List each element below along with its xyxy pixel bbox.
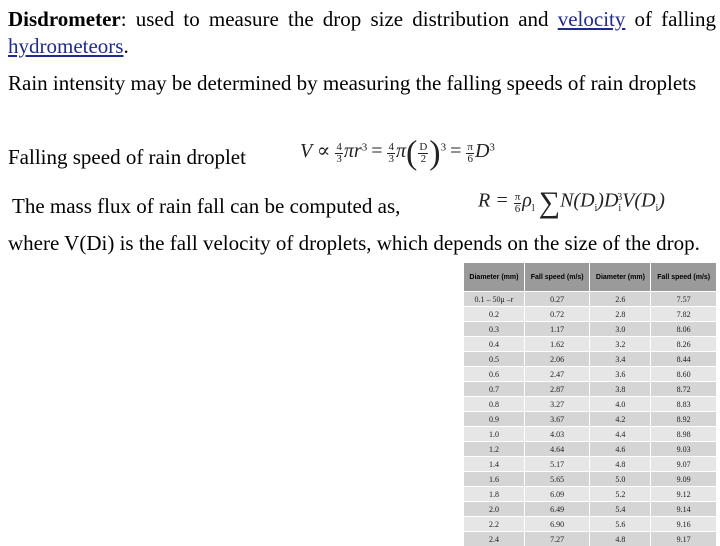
fall-speed-table: [463, 262, 717, 546]
table-cell: 8.60: [651, 367, 717, 382]
table-cell: 6.49: [524, 502, 590, 517]
table-cell: 9.14: [651, 502, 717, 517]
fraction: $\frac{4}{3}$: [335, 142, 343, 165]
table-cell: 8.26: [651, 337, 717, 352]
table-cell: 7.27: [524, 532, 590, 546]
exponent: 3: [441, 142, 447, 154]
table-row: [464, 517, 717, 532]
table-cell: 7.57: [651, 292, 717, 307]
table-cell: 9.07: [651, 457, 717, 472]
table-cell: 1.2: [464, 442, 525, 457]
table-cell: 8.92: [651, 412, 717, 427]
table-cell: 5.4: [590, 502, 651, 517]
fraction: $\frac{D}{2}$: [418, 142, 428, 165]
table-cell: 8.72: [651, 382, 717, 397]
formula-lhs: R =: [478, 190, 509, 212]
table-cell: 2.87: [524, 382, 590, 397]
equals-sign: =: [450, 140, 461, 162]
table-cell: 8.83: [651, 397, 717, 412]
table-cell: 5.6: [590, 517, 651, 532]
rho-symbol: ρ: [522, 190, 532, 212]
table-cell: 2.2: [464, 517, 525, 532]
table-body: [464, 292, 717, 546]
table-cell: 9.09: [651, 472, 717, 487]
table-cell: 0.7: [464, 382, 525, 397]
table-cell: 9.16: [651, 517, 717, 532]
table-cell: 9.12: [651, 487, 717, 502]
table-row: [464, 472, 717, 487]
table-row: [464, 367, 717, 382]
text-segment: : used to measure the drop size distribution and: [121, 7, 558, 31]
column-header: Diameter (mm): [590, 263, 651, 292]
table-cell: 1.4: [464, 457, 525, 472]
table-cell: 5.0: [590, 472, 651, 487]
table-cell: 0.6: [464, 367, 525, 382]
table-cell: 4.4: [590, 427, 651, 442]
paragraph-rain-intensity: Rain intensity may be determined by measuring the falling speeds of rain droplets: [8, 70, 716, 97]
table-cell: 3.27: [524, 397, 590, 412]
paragraph-falling-speed: Falling speed of rain droplet: [8, 144, 246, 171]
table-cell: 2.0: [464, 502, 525, 517]
table-cell: 0.4: [464, 337, 525, 352]
table-row: [464, 382, 717, 397]
table-row: [464, 352, 717, 367]
table-cell: 0.9: [464, 412, 525, 427]
paragraph-mass-flux: The mass flux of rain fall can be computed as,: [12, 193, 400, 220]
formula-falling-speed: V ∝ $\frac{4}{3}$ $\pi r^3$ = $\frac{4}{3}$ π( $\frac{D}{2}$ )$^3$ = $\frac{\pi}{6}$ $D^3$: [300, 138, 495, 168]
table-cell: 5.2: [590, 487, 651, 502]
term-disdrometer: Disdrometer: [8, 7, 121, 31]
table-cell: 2.6: [590, 292, 651, 307]
equals-sign: =: [371, 140, 382, 162]
table-cell: 0.72: [524, 307, 590, 322]
column-header: Diameter (mm): [464, 263, 525, 292]
table-cell: 1.8: [464, 487, 525, 502]
paragraph-fall-velocity: where V(Di) is the fall velocity of droplets, which depends on the size of the drop.: [8, 230, 716, 257]
table-cell: 4.03: [524, 427, 590, 442]
table-cell: 5.17: [524, 457, 590, 472]
fraction: $\frac{\pi}{6}$: [514, 192, 522, 215]
table-cell: 1.62: [524, 337, 590, 352]
fraction: $\frac{4}{3}$: [387, 142, 395, 165]
table-cell: 5.65: [524, 472, 590, 487]
link-hydrometeors[interactable]: hydrometeors: [8, 34, 123, 58]
table-cell: 0.3: [464, 322, 525, 337]
table-cell: 6.90: [524, 517, 590, 532]
table-cell: 2.06: [524, 352, 590, 367]
table-row: [464, 337, 717, 352]
table-cell: 4.2: [590, 412, 651, 427]
table-row: [464, 322, 717, 337]
table-cell: 3.2: [590, 337, 651, 352]
text-segment: of falling: [625, 7, 716, 31]
table-cell: 3.6: [590, 367, 651, 382]
table-cell: 9.03: [651, 442, 717, 457]
paragraph-disdrometer: [8, 6, 716, 60]
table-cell: 2.47: [524, 367, 590, 382]
table-cell: 3.4: [590, 352, 651, 367]
table-row: [464, 397, 717, 412]
table-row: [464, 502, 717, 517]
table-cell: 2.4: [464, 532, 525, 546]
table-cell: 2.8: [590, 307, 651, 322]
formula-term: π: [396, 140, 406, 162]
table-cell: 0.8: [464, 397, 525, 412]
table-cell: 0.1 – 50μ –r: [464, 292, 525, 307]
table-cell: 4.8: [590, 457, 651, 472]
table-cell: 1.0: [464, 427, 525, 442]
table-cell: 1.17: [524, 322, 590, 337]
table-row: [464, 442, 717, 457]
table-cell: 0.2: [464, 307, 525, 322]
table-row: [464, 292, 717, 307]
table-cell: 7.82: [651, 307, 717, 322]
exponent: 3: [489, 142, 495, 154]
table-cell: 0.27: [524, 292, 590, 307]
column-header: Fall speed (m/s): [651, 263, 717, 292]
fraction: $\frac{\pi}{6}$: [466, 142, 474, 165]
formula-term: D: [475, 140, 489, 162]
sum-symbol: ∑: [539, 186, 560, 219]
table-row: [464, 427, 717, 442]
table-cell: 8.06: [651, 322, 717, 337]
table-cell: 3.8: [590, 382, 651, 397]
table-cell: 4.64: [524, 442, 590, 457]
table-cell: 8.44: [651, 352, 717, 367]
table-row: [464, 487, 717, 502]
formula-term: N(D: [560, 190, 594, 212]
table-row: [464, 532, 717, 546]
table-cell: 1.6: [464, 472, 525, 487]
table-row: [464, 307, 717, 322]
formula-term: πr: [344, 140, 362, 162]
text-segment: .: [123, 34, 128, 58]
table-cell: 0.5: [464, 352, 525, 367]
table-cell: 9.17: [651, 532, 717, 546]
table-cell: 3.0: [590, 322, 651, 337]
link-velocity[interactable]: velocity: [558, 7, 626, 31]
table-cell: 8.98: [651, 427, 717, 442]
table-cell: 3.67: [524, 412, 590, 427]
table-row: [464, 457, 717, 472]
table-row: [464, 412, 717, 427]
table-cell: 4.0: [590, 397, 651, 412]
formula-mass-flux: R = $\frac{\pi}{6}$ $\rho_l$ $\sum N(D_i)D_i^3V(D_i)$: [478, 186, 665, 220]
table-cell: 4.6: [590, 442, 651, 457]
formula-lhs: V ∝: [300, 140, 330, 162]
column-header: Fall speed (m/s): [524, 263, 590, 292]
subscript: l: [532, 203, 535, 214]
table-cell: 6.09: [524, 487, 590, 502]
table-cell: 4.8: [590, 532, 651, 546]
exponent: 3: [362, 142, 368, 154]
